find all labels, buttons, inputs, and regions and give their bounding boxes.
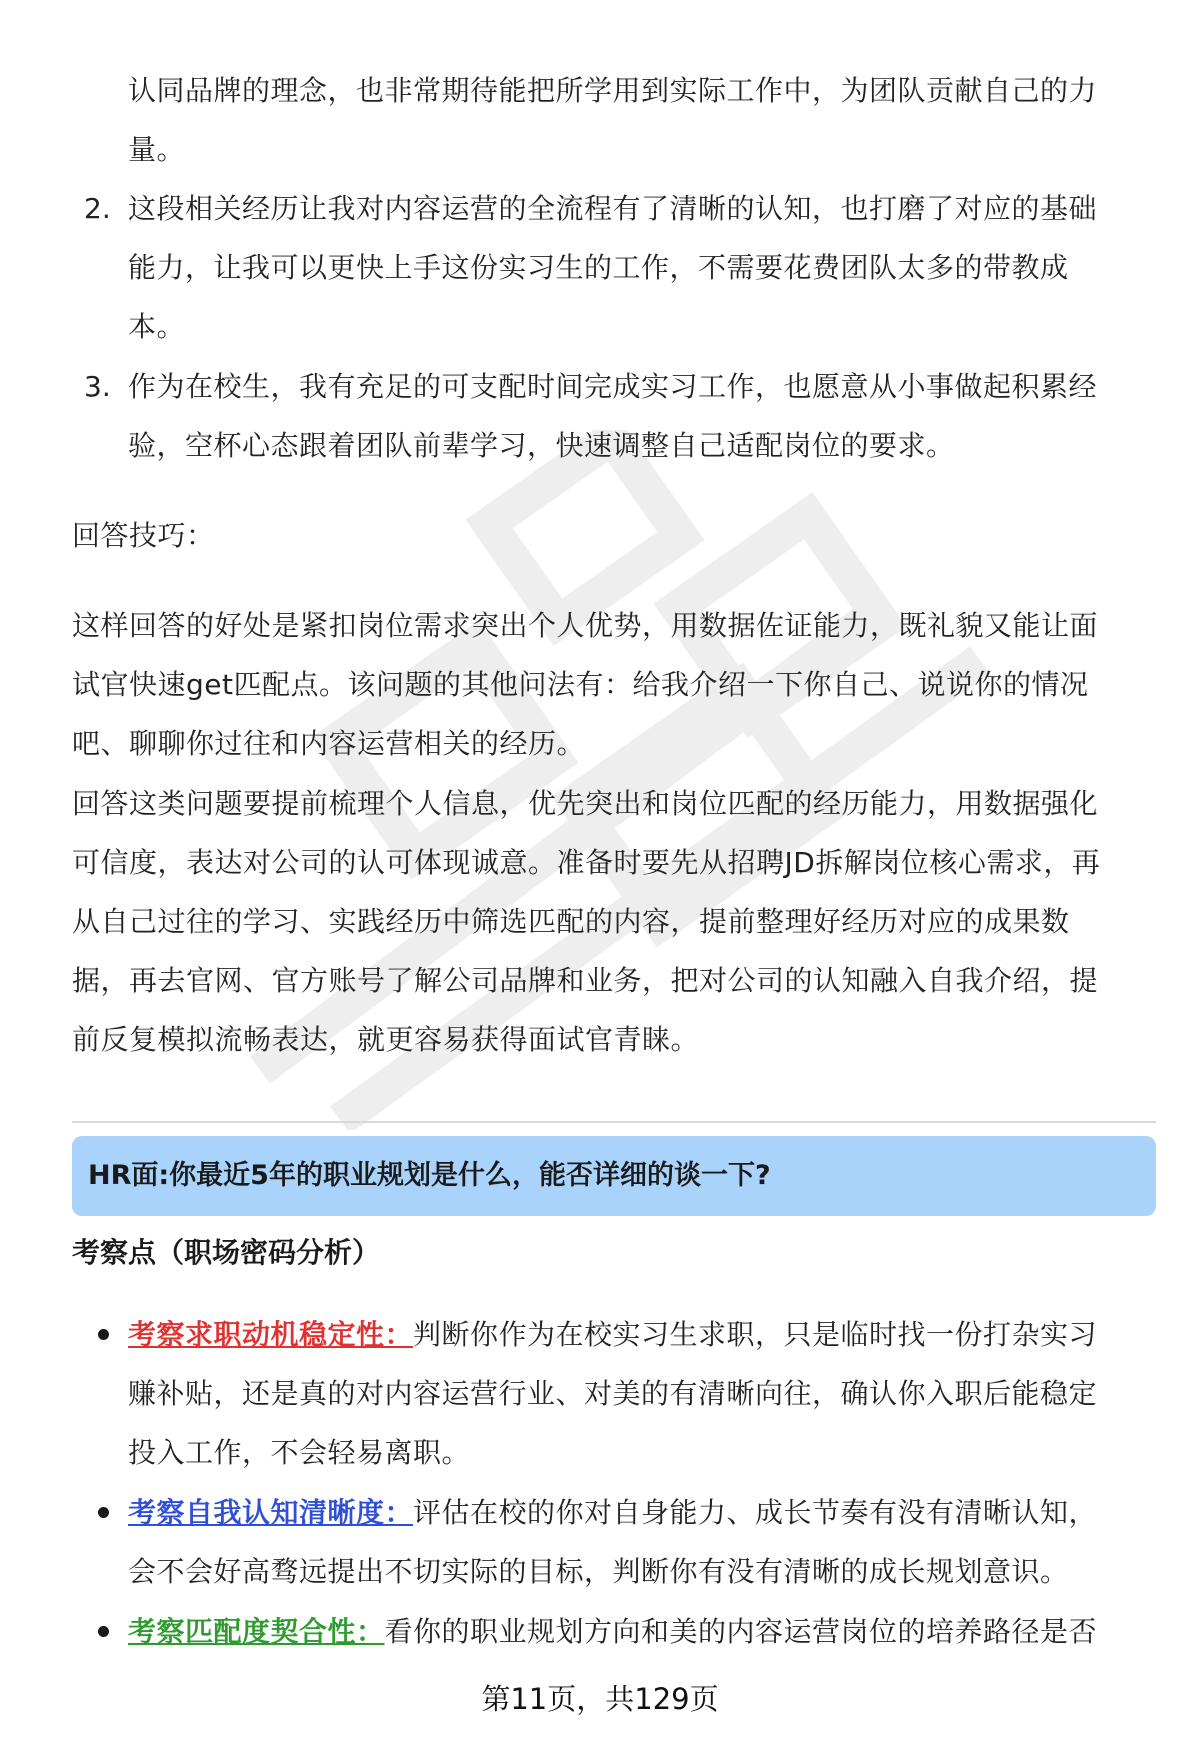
bullet-dot [98,1329,109,1340]
tips-paragraph-line: 前反复模拟流畅表达，就更容易获得面试官青睐。 [72,1023,700,1056]
question-title: HR面:你最近5年的职业规划是什么，能否详细的谈一下? [88,1160,771,1191]
list-item-text: 这段相关经历让我对内容运营的全流程有了清晰的认知，也打磨了对应的基础 [128,192,1098,225]
tips-paragraph-line: 可信度，表达对公司的认可体现诚意。准备时要先从招聘JD拆解岗位核心需求，再 [72,846,1101,879]
question-banner [72,1136,1156,1216]
bullet-dot [98,1507,109,1518]
bullet-first-line [128,1602,1097,1661]
bullet-text: 看你的职业规划方向和美的内容运营岗位的培养路径是否 [384,1615,1098,1648]
section-divider [72,1121,1156,1123]
tips-paragraph-line: 这样回答的好处是紧扣岗位需求突出个人优势，用数据佐证能力，既礼貌又能让面 [72,609,1099,642]
bullet-keyword: 考察匹配度契合性： [128,1615,385,1648]
list-item-continuation: 认同品牌的理念，也非常期待能把所学用到实际工作中，为团队贡献自己的力 [128,74,1098,107]
bullet-first-line [128,1305,1097,1364]
tips-paragraph-line: 回答这类问题要提前梳理个人信息，优先突出和岗位匹配的经历能力，用数据强化 [72,787,1099,820]
bullet-text: 会不会好高骛远提出不切实际的目标，判断你有没有清晰的成长规划意识。 [128,1555,1069,1588]
tips-paragraph-line: 从自己过往的学习、实践经历中筛选匹配的内容，提前整理好经历对应的成果数 [72,905,1070,938]
bullet-keyword: 考察求职动机稳定性： [128,1318,414,1351]
bullet-first-line [128,1483,1097,1542]
list-item-text: 能力，让我可以更快上手这份实习生的工作，不需要花费团队太多的带教成 [128,251,1069,284]
page-number: 第11页，共129页 [481,1682,719,1716]
list-item-text: 本。 [128,310,186,343]
tips-paragraph-line: 试官快速get匹配点。该问题的其他问法有：给我介绍一下你自己、说说你的情况 [72,668,1089,701]
bullet-text: 投入工作，不会轻易离职。 [128,1436,471,1469]
bullet-text: 评估在校的你对自身能力、成长节奏有没有清晰认知， [413,1496,1098,1529]
bullet-keyword: 考察自我认知清晰度： [128,1496,414,1529]
list-item-text: 验，空杯心态跟着团队前辈学习，快速调整自己适配岗位的要求。 [128,429,955,462]
list-item-text: 作为在校生，我有充足的可支配时间完成实习工作，也愿意从小事做起积累经 [128,370,1098,403]
list-item-continuation: 量。 [128,133,186,166]
analysis-heading: 考察点（职场密码分析） [72,1236,381,1269]
list-number: 3. [84,370,111,403]
bullet-dot [98,1626,109,1637]
tips-paragraph-line: 据，再去官网、官方账号了解公司品牌和业务，把对公司的认知融入自我介绍，提 [72,964,1099,997]
list-number: 2. [84,192,111,225]
tips-heading: 回答技巧： [72,519,215,552]
bullet-text: 判断你作为在校实习生求职，只是临时找一份打杂实习 [413,1318,1098,1351]
bullet-text: 赚补贴，还是真的对内容运营行业、对美的有清晰向往，确认你入职后能稳定 [128,1377,1098,1410]
tips-paragraph-line: 吧、聊聊你过往和内容运营相关的经历。 [72,727,586,760]
